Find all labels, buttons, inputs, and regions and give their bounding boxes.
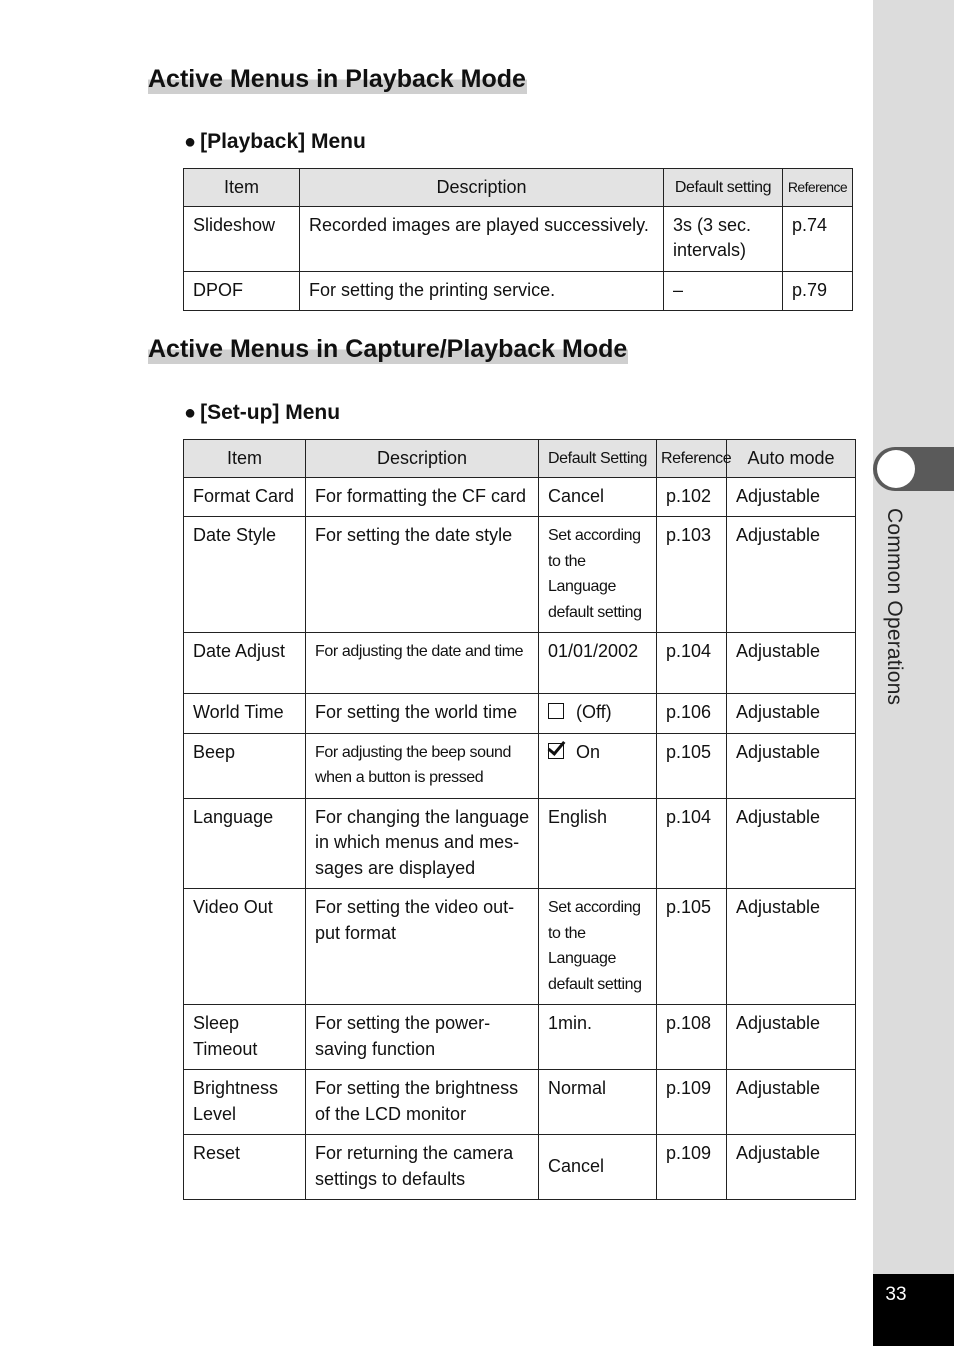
cell-reference: p.102 — [657, 477, 727, 517]
setup-menu-heading — [184, 400, 340, 426]
cell-reference: p.79 — [783, 271, 853, 311]
cell-auto-mode: Adjustable — [727, 1070, 856, 1135]
cell-default: Set according to the Language default setting — [539, 889, 657, 1005]
table-row — [184, 1135, 856, 1200]
cell-reference: p.104 — [657, 798, 727, 889]
cell-description: For setting the world time — [306, 694, 539, 734]
table-row — [184, 889, 856, 1005]
table-row — [184, 1005, 856, 1070]
playback-menu-heading-text: [Playback] Menu — [200, 130, 366, 153]
column-header: Reference — [657, 440, 727, 478]
cell-item: Sleep Timeout — [184, 1005, 306, 1070]
column-header: Default Setting — [539, 440, 657, 478]
cell-reference: p.105 — [657, 889, 727, 1005]
cell-auto-mode: Adjustable — [727, 889, 856, 1005]
table-row — [184, 633, 856, 694]
section-title-playback: Active Menus in Playback Mode — [148, 65, 526, 93]
cell-default: Cancel — [539, 1135, 657, 1200]
cell-item: Reset — [184, 1135, 306, 1200]
cell-item: Format Card — [184, 477, 306, 517]
setup-menu-table — [183, 439, 856, 1200]
chapter-circle-icon — [877, 450, 915, 488]
cell-item: DPOF — [184, 271, 300, 311]
cell-default: – — [664, 271, 783, 311]
cell-item: Language — [184, 798, 306, 889]
column-header: Reference — [783, 169, 853, 207]
cell-description: For formatting the CF card — [306, 477, 539, 517]
cell-default — [539, 733, 657, 798]
chapter-label: Common Operations — [883, 508, 906, 706]
cell-description: For setting the date style — [306, 517, 539, 633]
column-header: Description — [300, 169, 664, 207]
cell-auto-mode: Adjustable — [727, 477, 856, 517]
cell-description: For changing the language in which menus and mes-sages are displayed — [306, 798, 539, 889]
cell-description: Recorded images are played successively. — [300, 206, 664, 271]
cell-auto-mode: Adjustable — [727, 633, 856, 694]
cell-default: 1min. — [539, 1005, 657, 1070]
cell-auto-mode: Adjustable — [727, 798, 856, 889]
cell-item: Video Out — [184, 889, 306, 1005]
cell-default: 3s (3 sec. intervals) — [664, 206, 783, 271]
column-header: Auto mode — [727, 440, 856, 478]
cell-reference: p.106 — [657, 694, 727, 734]
cell-description: For setting the video out-put format — [306, 889, 539, 1005]
column-header: Item — [184, 440, 306, 478]
table-row — [184, 271, 853, 311]
cell-reference: p.104 — [657, 633, 727, 694]
cell-auto-mode: Adjustable — [727, 1135, 856, 1200]
table-row — [184, 798, 856, 889]
cell-description: For adjusting the date and time — [306, 633, 539, 694]
cell-description: For setting the brightness of the LCD monitor — [306, 1070, 539, 1135]
checkbox-off-icon — [548, 703, 564, 719]
cell-item: Beep — [184, 733, 306, 798]
table-row — [184, 517, 856, 633]
table-row — [184, 694, 856, 734]
table-row — [184, 1070, 856, 1135]
cell-description: For returning the camera settings to defaults — [306, 1135, 539, 1200]
bullet-icon: ● — [184, 131, 197, 153]
cell-item: World Time — [184, 694, 306, 734]
cell-default-text: (Off) — [576, 702, 612, 722]
column-header: Description — [306, 440, 539, 478]
cell-default-text: On — [576, 741, 601, 762]
cell-reference: p.103 — [657, 517, 727, 633]
table-row — [184, 477, 856, 517]
table-header-row — [184, 440, 856, 478]
cell-item: Slideshow — [184, 206, 300, 271]
playback-menu-table — [183, 168, 853, 311]
playback-menu-heading — [184, 129, 366, 155]
cell-reference: p.105 — [657, 733, 727, 798]
column-header: Default setting — [664, 169, 783, 207]
bullet-icon: ● — [184, 402, 197, 424]
cell-default: 01/01/2002 — [539, 633, 657, 694]
cell-default — [539, 694, 657, 734]
cell-description: For setting the printing service. — [300, 271, 664, 311]
cell-default: English — [539, 798, 657, 889]
cell-auto-mode: Adjustable — [727, 733, 856, 798]
table-row — [184, 206, 853, 271]
cell-auto-mode: Adjustable — [727, 694, 856, 734]
cell-item: Date Adjust — [184, 633, 306, 694]
page-number: 33 — [885, 1284, 907, 1305]
section-title-capture-playback: Active Menus in Capture/Playback Mode — [148, 335, 628, 363]
cell-reference: p.109 — [657, 1070, 727, 1135]
cell-item: Date Style — [184, 517, 306, 633]
cell-auto-mode: Adjustable — [727, 1005, 856, 1070]
cell-reference: p.109 — [657, 1135, 727, 1200]
cell-item: Brightness Level — [184, 1070, 306, 1135]
cell-default: Normal — [539, 1070, 657, 1135]
table-header-row — [184, 169, 853, 207]
cell-default: Cancel — [539, 477, 657, 517]
cell-reference: p.108 — [657, 1005, 727, 1070]
table-row — [184, 733, 856, 798]
cell-description: For setting the power-saving function — [306, 1005, 539, 1070]
cell-auto-mode: Adjustable — [727, 517, 856, 633]
column-header: Item — [184, 169, 300, 207]
checkbox-on-icon — [548, 743, 564, 759]
setup-menu-heading-text: [Set-up] Menu — [200, 401, 341, 424]
cell-default: Set according to the Language default setting — [539, 517, 657, 633]
cell-description: For adjusting the beep sound when a button is pressed — [306, 733, 539, 798]
cell-reference: p.74 — [783, 206, 853, 271]
